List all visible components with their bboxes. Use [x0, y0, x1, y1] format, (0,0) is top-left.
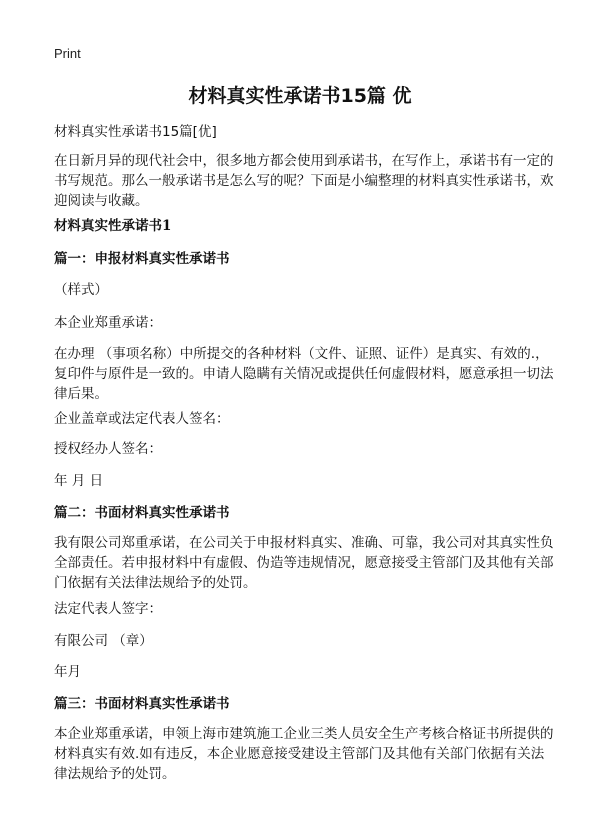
part1-agent-line: 授权经办人签名：: [54, 441, 162, 457]
part2-heading: 篇二：书面材料真实性承诺书: [54, 505, 230, 521]
intro-paragraph: 在日新月异的现代社会中，很多地方都会使用到承诺书，在写作上，承诺书有一定的书写规范。那么一般承诺书是怎么写的呢？下面是小编整理的材料真实性承诺书，欢迎阅读与收藏。: [54, 153, 554, 209]
part3-heading: 篇三：书面材料真实性承诺书: [54, 696, 230, 712]
part1-body: 在办理 （事项名称）中所提交的各种材料（文件、证照、证件）是真实、有效的.，复印件与原件是一致的。申请人隐瞒有关情况或提供任何虚假材料，愿意承担一切法律后果。: [54, 346, 554, 402]
part2-rep-line: 法定代表人签字：: [54, 601, 162, 617]
part2-body: 我有限公司郑重承诺，在公司关于申报材料真实、准确、可靠，我公司对其真实性负全部责任。若申报材料中有虚假、伪造等违规情况，愿意接受主管部门及其他有关部门依据有关法律法规给予的处罚。: [54, 535, 554, 591]
part1-salutation: 本企业郑重承诺：: [54, 315, 162, 331]
part3-body: 本企业郑重承诺，申领上海市建筑施工企业三类人员安全生产考核合格证书所提供的材料真实有效.如有违反，本企业愿意接受建设主管部门及其他有关部门依据有关法律法规给予的处罚。: [54, 726, 554, 782]
subtitle: 材料真实性承诺书15篇[优]: [54, 124, 217, 140]
part1-sample-note: （样式）: [54, 282, 108, 298]
part2-date-line: 年月: [54, 664, 81, 680]
part1-seal-line: 企业盖章或法定代表人签名：: [54, 411, 230, 427]
section-heading: 材料真实性承诺书1: [54, 218, 172, 234]
part1-date-line: 年 月 日: [54, 473, 104, 489]
part2-company-line: 有限公司 （章）: [54, 633, 153, 649]
page-title: 材料真实性承诺书15篇 优: [188, 85, 412, 107]
print-link[interactable]: Print: [54, 46, 81, 61]
part1-heading: 篇一：申报材料真实性承诺书: [54, 251, 230, 267]
